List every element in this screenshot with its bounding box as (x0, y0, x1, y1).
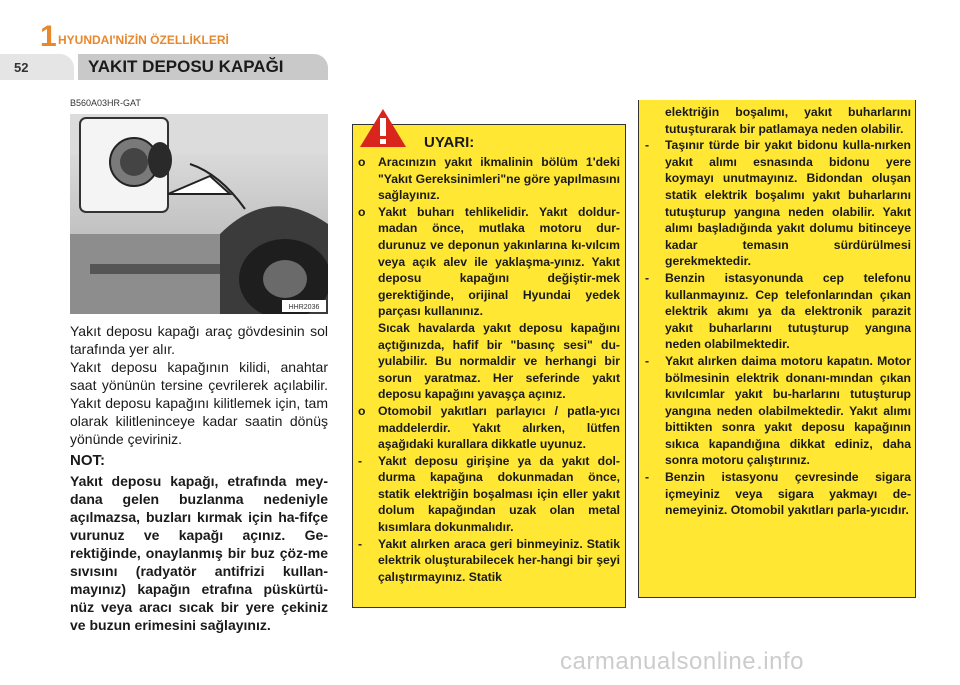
warning-title: UYARI: (424, 134, 475, 151)
list-item: - Benzin istasyonu çevresinde sigara içmeyiniz veya sigara yakmayı de-nemeyiniz. Otomobil yakıtları parla-yıcıdır. (645, 470, 911, 518)
body-paragraph: Yakıt deposu kapağı araç gövdesinin sol tarafında yer alır. (70, 323, 328, 357)
section-title: YAKIT DEPOSU KAPAĞI (88, 57, 284, 76)
page-number: 52 (14, 60, 29, 75)
page-number-tab (0, 54, 74, 80)
chapter-number: 1 (40, 20, 57, 53)
list-item: - Yakıt alırken araca geri binmeyiniz. Statik elektrik oluşturabilecek her-hangi bir şeyi çalıştırmayınız. Statik (358, 536, 620, 584)
warning-list-continued (645, 104, 911, 519)
note-title: NOT: (70, 452, 105, 469)
warning-list (358, 154, 620, 585)
list-item: - Yakıt alırken daima motoru kapatın. Motor bölmesinin elektrik donanı-mından çıkan kıvılcımlar yakıt bu-harlarını tutuşturup yangına neden olabilmektedir. Yakıt alımı bittikten sonra yakıt deposu kapağının sıkıca kapandığına dikkat ediniz, daha sonra motoru çalıştırınız. (645, 353, 911, 468)
note-text: Yakıt deposu kapağı, etrafında mey-dana gelen buzlanma nedeniyle açılmazsa, buzları kırmak için ha-fifçe vurunuz ve kapağı açınız. Ge-rektiğinde, onaylanmış bir buz çöz-me sıvısını (radyatör antifrizi kullan-mayınız) kapağın etrafına püskürtü-nüz veya aracı sıcak bir yere çekiniz ve buzun erimesini sağlayınız. (70, 473, 328, 633)
list-item: o Aracınızın yakıt ikmalinin bölüm 1'deki "Yakıt Gereksinimleri"ne göre yapılmasını sağlayınız. (358, 155, 620, 203)
watermark-text: carmanualsonline.info (560, 648, 804, 675)
list-item: - Taşınır türde bir yakıt bidonu kulla-nırken yakıt alımı esnasında bidonu yere koymayı unutmayınız. Bidondan oluşan statik elektrik boşalımı yakıt buharlarını tutuşturup yangına neden olabilir. Yakıt alımı başladığında yakıt dolumu bitinceye kadar temasın sürdürülmesi gerekmektedir. (645, 138, 911, 269)
body-text (70, 322, 328, 448)
list-item: - Benzin istasyonunda cep telefonu kullanmayınız. Cep telefonlarından çıkan elektrik akımı ya da elektronik parazit yakıt buharlarını tutuşturup yangına neden olabilmektedir. (645, 270, 911, 352)
list-item: o Otomobil yakıtları parlayıcı / patla-yıcı maddelerdir. Yakıt alırken, lütfen aşağıdaki kurallara dikkatle uyunuz. (358, 403, 620, 452)
chapter-title: HYUNDAI'NİZİN ÖZELLİKLERİ (58, 33, 229, 47)
list-item: - Yakıt deposu girişine ya da yakıt dol-durma kapağına dokunmadan önce, statik elektriğin boşalması için eller yakıt dolum kapağından uzak olan metal kısımlara dokunmalıdır. (358, 453, 620, 535)
list-item: o Yakıt buharı tehlikelidir. Yakıt doldur-madan önce, mutlaka motoru dur-durunuz ve deponun yakınlarına kı-vılcım veya açık alev ile yaklaşma-yınız. Yakıt deposu kapağını değiştir-mek gerektiğinde, orijinal Hyundai yedek parçası kullanınız. (358, 204, 620, 319)
body-paragraph: Yakıt deposu kapağının kilidi, anahtar saat yönünün tersine çevrilerek açılabilir. Yakıt deposu kapağını kilitlemek için, tam olarak kilitleninceye kadar saatin dönüş yönünde çeviriniz. (70, 359, 328, 447)
fuel-cap-photo (70, 114, 328, 314)
figure-code: B560A03HR-GAT (70, 98, 141, 108)
photo-label: HHR2036 (288, 304, 320, 311)
exclamation-icon (359, 108, 407, 148)
list-item: elektriğin boşalımı, yakıt buharlarını tutuşturarak bir patlamaya neden olabilir. (665, 105, 911, 136)
list-item: Sıcak havalarda yakıt deposu kapağını açtığınızda, hafif bir "basınç sesi" du-yulabilir. Bu normaldir ve herhangi bir sorun yaratmaz. Her seferinde yakıt deposu kapağını yavaşça açınız. (378, 320, 620, 402)
